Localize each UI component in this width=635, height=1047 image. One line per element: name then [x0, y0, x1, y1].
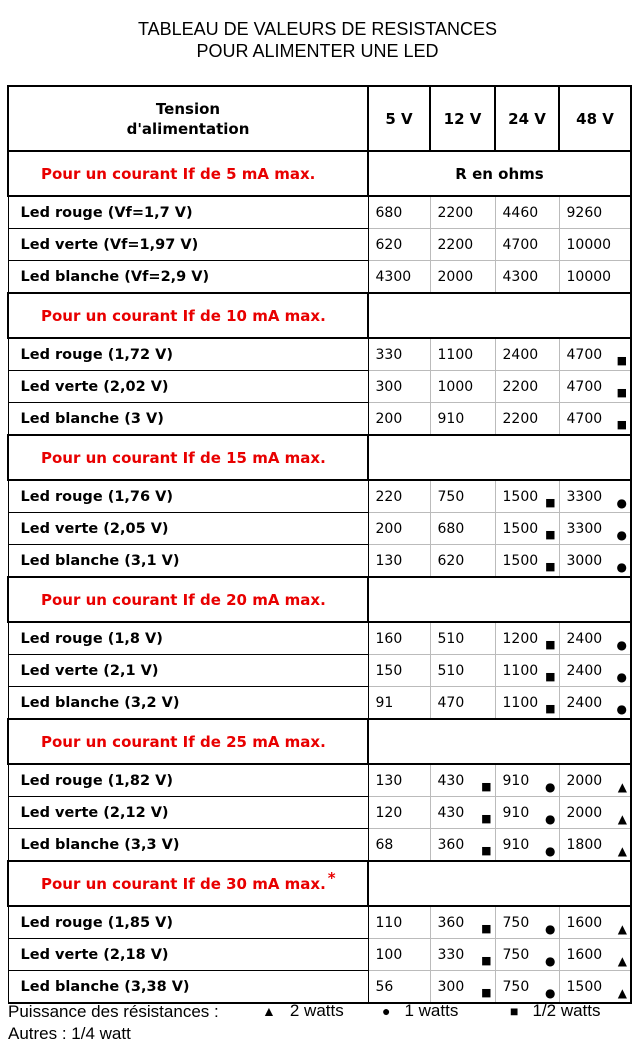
resistance-value-cell: [430, 261, 495, 294]
section-heading-text: Pour un courant If de 15 mA max.: [41, 448, 326, 467]
resistance-value: 2200: [502, 378, 539, 395]
resistance-value: 2400: [566, 630, 603, 647]
resistance-value: 1100: [502, 662, 539, 679]
resistance-value: 1500: [502, 520, 539, 537]
led-label: Led verte (Vf=1,97 V): [8, 229, 368, 261]
table-row: [8, 513, 631, 545]
resistance-value: 1000: [437, 378, 474, 395]
resistance-value-cell: [559, 229, 631, 261]
table-row: [8, 622, 631, 655]
section-heading: [8, 151, 368, 196]
resistance-value: 2400: [566, 694, 603, 711]
square-icon: ■: [545, 670, 556, 683]
resistance-value: 620: [375, 236, 403, 253]
resistance-value-cell: [368, 513, 430, 545]
resistance-value-cell: [368, 229, 430, 261]
page-subtitle: POUR ALIMENTER UNE LED: [196, 41, 439, 61]
section-heading-row: [8, 861, 631, 906]
square-icon: ■: [545, 560, 556, 573]
resistance-value-cell: [495, 545, 559, 578]
resistance-value-cell: [430, 797, 495, 829]
voltage-header-24v: 24 V: [495, 86, 559, 151]
resistance-value: 910: [502, 836, 530, 853]
resistance-value-cell: [368, 764, 430, 797]
circle-icon: ●: [545, 780, 556, 794]
tension-header-line1: Tension: [155, 99, 221, 118]
section-heading: [8, 577, 368, 622]
table-header-row: [8, 86, 631, 151]
led-label: Led verte (2,05 V): [8, 513, 368, 545]
resistance-value: 100: [375, 946, 403, 963]
square-icon: ■: [481, 954, 492, 967]
led-label: Led verte (2,12 V): [8, 797, 368, 829]
footnote-asterisk: *: [327, 868, 336, 887]
resistance-value-cell: [495, 261, 559, 294]
resistance-value: 2400: [566, 662, 603, 679]
resistance-value: 4700: [566, 378, 603, 395]
resistance-value-cell: [495, 687, 559, 720]
resistance-value: 4300: [375, 268, 412, 285]
resistance-value-cell: [430, 687, 495, 720]
triangle-icon: ▲: [617, 954, 627, 968]
resistance-value: 2000: [566, 804, 603, 821]
table-row: [8, 338, 631, 371]
resistance-value-cell: [559, 196, 631, 229]
resistance-value: 750: [502, 946, 530, 963]
resistance-value-cell: [430, 764, 495, 797]
resistance-value-cell: [430, 906, 495, 939]
resistance-value: 4700: [502, 236, 539, 253]
resistance-value: 330: [375, 346, 403, 363]
square-icon: ■: [616, 354, 627, 367]
resistance-value: 910: [502, 772, 530, 789]
square-icon: ■: [616, 386, 627, 399]
led-label: Led rouge (1,76 V): [8, 480, 368, 513]
square-icon: ■: [481, 780, 492, 793]
section-heading-row: [8, 435, 631, 480]
table-row: [8, 687, 631, 720]
circle-icon: ●: [616, 528, 627, 542]
resistance-value-cell: [559, 261, 631, 294]
resistance-value: 4700: [566, 410, 603, 427]
resistance-table: [7, 85, 632, 1004]
square-icon: ■: [545, 496, 556, 509]
resistance-value-cell: [368, 338, 430, 371]
resistance-value: 2200: [502, 410, 539, 427]
resistance-value-cell: [495, 622, 559, 655]
resistance-value: 220: [375, 488, 403, 505]
square-icon: ■: [545, 528, 556, 541]
resistance-value-cell: [430, 371, 495, 403]
resistance-value: 3000: [566, 552, 603, 569]
resistance-value-cell: [430, 971, 495, 1004]
circle-icon: ●: [545, 812, 556, 826]
empty-cell: [368, 435, 631, 480]
resistance-value-cell: [368, 829, 430, 862]
led-label: Led rouge (Vf=1,7 V): [8, 196, 368, 229]
resistance-value-cell: [559, 655, 631, 687]
circle-icon: ●: [545, 922, 556, 936]
led-label: Led blanche (3,38 V): [8, 971, 368, 1004]
resistance-value: 56: [375, 978, 394, 995]
led-label: Led rouge (1,82 V): [8, 764, 368, 797]
table-row: [8, 480, 631, 513]
resistance-value: 680: [437, 520, 465, 537]
triangle-icon: ▲: [617, 812, 627, 826]
legend: [8, 1001, 219, 1045]
resistance-value: 4700: [566, 346, 603, 363]
led-label: Led verte (2,1 V): [8, 655, 368, 687]
resistance-value-cell: [368, 655, 430, 687]
resistance-value-cell: [559, 545, 631, 578]
voltage-header-12v: 12 V: [430, 86, 495, 151]
resistance-value-cell: [368, 622, 430, 655]
resistance-value: 10000: [566, 268, 612, 285]
resistance-value-cell: [368, 371, 430, 403]
resistance-value-cell: [368, 906, 430, 939]
resistance-value-cell: [430, 829, 495, 862]
square-icon: ■: [481, 986, 492, 999]
resistance-value-cell: [495, 655, 559, 687]
circle-icon: ●: [616, 560, 627, 574]
table-row: [8, 545, 631, 578]
table-row: [8, 196, 631, 229]
legend-item-text: 1/2 watts: [532, 1001, 601, 1020]
circle-icon: ●: [545, 954, 556, 968]
resistance-value-cell: [495, 906, 559, 939]
table-row: [8, 764, 631, 797]
resistance-value: 130: [375, 772, 403, 789]
resistance-value: 9260: [566, 204, 603, 221]
led-label: Led rouge (1,72 V): [8, 338, 368, 371]
resistance-value: 160: [375, 630, 403, 647]
resistance-value-cell: [495, 196, 559, 229]
legend-item-2w: [262, 1001, 344, 1021]
resistance-value-cell: [368, 939, 430, 971]
square-icon: ■: [545, 702, 556, 715]
led-label: Led verte (2,02 V): [8, 371, 368, 403]
resistance-value: 2000: [566, 772, 603, 789]
resistance-value: 10000: [566, 236, 612, 253]
section-heading-row: [8, 577, 631, 622]
resistance-value: 150: [375, 662, 403, 679]
section-heading-row: [8, 293, 631, 338]
triangle-icon: ▲: [617, 922, 627, 936]
resistance-value-cell: [559, 939, 631, 971]
square-icon: ■: [481, 812, 492, 825]
resistance-value-cell: [430, 655, 495, 687]
resistance-value: 750: [502, 978, 530, 995]
resistance-value: 1600: [566, 946, 603, 963]
empty-cell: [368, 293, 631, 338]
led-label: Led blanche (3,1 V): [8, 545, 368, 578]
resistance-value-cell: [559, 797, 631, 829]
resistance-value: 910: [502, 804, 530, 821]
section-heading: [8, 861, 368, 906]
resistance-value-cell: [368, 797, 430, 829]
resistance-value-cell: [430, 403, 495, 436]
resistance-value-cell: [430, 513, 495, 545]
resistance-value: 1500: [502, 552, 539, 569]
circle-icon: ●: [545, 844, 556, 858]
tension-header-line2: d'alimentation: [126, 119, 250, 138]
circle-icon: ●: [616, 670, 627, 684]
resistance-value-cell: [495, 403, 559, 436]
resistance-value-cell: [559, 764, 631, 797]
resistance-value: 470: [437, 694, 465, 711]
resistance-value: 2200: [437, 204, 474, 221]
tension-header: [8, 86, 368, 151]
resistance-value: 110: [375, 914, 403, 931]
square-icon: ■: [545, 638, 556, 651]
square-icon: ■: [616, 418, 627, 431]
resistance-value-cell: [559, 480, 631, 513]
led-label: Led blanche (Vf=2,9 V): [8, 261, 368, 294]
resistance-value-cell: [495, 229, 559, 261]
resistance-value: 330: [437, 946, 465, 963]
square-icon: ■: [481, 922, 492, 935]
resistance-value-cell: [368, 196, 430, 229]
resistance-value: 910: [437, 410, 465, 427]
section-heading-text: Pour un courant If de 25 mA max.: [41, 732, 326, 751]
resistance-value-cell: [495, 764, 559, 797]
resistance-value: 750: [437, 488, 465, 505]
resistance-value: 1200: [502, 630, 539, 647]
resistance-value: 1600: [566, 914, 603, 931]
table-row: [8, 403, 631, 436]
section-heading-text: Pour un courant If de 5 mA max.: [41, 164, 316, 183]
legend-item-1w: [382, 1001, 458, 1021]
resistance-value: 120: [375, 804, 403, 821]
legend-label: Puissance des résistances :: [8, 1002, 219, 1021]
section-heading: [8, 719, 368, 764]
resistance-value: 1100: [502, 694, 539, 711]
section-heading: [8, 293, 368, 338]
resistance-value: 620: [437, 552, 465, 569]
resistance-value: 680: [375, 204, 403, 221]
resistance-value-cell: [559, 338, 631, 371]
triangle-icon: ▲: [617, 780, 627, 794]
triangle-icon: ▲: [262, 1003, 276, 1019]
resistance-value-cell: [495, 797, 559, 829]
section-heading-text: Pour un courant If de 30 mA max.: [41, 874, 326, 893]
table-row: [8, 655, 631, 687]
square-icon: ■: [510, 1003, 519, 1019]
page-title: TABLEAU DE VALEURS DE RESISTANCES: [137, 19, 498, 39]
resistance-value-cell: [495, 480, 559, 513]
led-label: Led rouge (1,8 V): [8, 622, 368, 655]
led-label: Led blanche (3,3 V): [8, 829, 368, 862]
resistance-value: 430: [437, 804, 465, 821]
square-icon: ■: [481, 844, 492, 857]
resistance-value: 430: [437, 772, 465, 789]
table-row: [8, 939, 631, 971]
resistance-value: 200: [375, 520, 403, 537]
resistance-value: 1500: [502, 488, 539, 505]
resistance-value-cell: [368, 480, 430, 513]
resistance-value: 4300: [502, 268, 539, 285]
resistance-value-cell: [368, 403, 430, 436]
resistance-value-cell: [430, 545, 495, 578]
table-row: [8, 829, 631, 862]
resistance-value-cell: [559, 371, 631, 403]
resistance-value: 300: [437, 978, 465, 995]
circle-icon: ●: [382, 1003, 391, 1019]
section-heading-text: Pour un courant If de 10 mA max.: [41, 306, 326, 325]
legend-others: Autres : 1/4 watt: [8, 1024, 131, 1043]
resistance-value-cell: [430, 622, 495, 655]
legend-item-text: 1 watts: [404, 1001, 459, 1020]
circle-icon: ●: [616, 702, 627, 716]
resistance-value: 360: [437, 914, 465, 931]
resistance-value: 91: [375, 694, 394, 711]
triangle-icon: ▲: [617, 986, 627, 1000]
resistance-value-cell: [368, 971, 430, 1004]
resistance-value-cell: [559, 829, 631, 862]
voltage-header-5v: 5 V: [368, 86, 430, 151]
section-heading-row: [8, 151, 631, 196]
resistance-value-cell: [368, 687, 430, 720]
resistance-value-cell: [495, 939, 559, 971]
resistance-value-cell: [495, 971, 559, 1004]
resistance-value: 750: [502, 914, 530, 931]
resistance-value-cell: [495, 513, 559, 545]
resistance-value: 200: [375, 410, 403, 427]
led-label: Led blanche (3,2 V): [8, 687, 368, 720]
section-heading-text: Pour un courant If de 20 mA max.: [41, 590, 326, 609]
empty-cell: [368, 577, 631, 622]
resistance-value: 360: [437, 836, 465, 853]
legend-item-half-w: [510, 1001, 601, 1021]
empty-cell: [368, 861, 631, 906]
resistance-value-cell: [368, 545, 430, 578]
table-row: [8, 371, 631, 403]
resistance-value-cell: [559, 403, 631, 436]
unit-label: R en ohms: [368, 151, 631, 196]
resistance-value-cell: [559, 513, 631, 545]
resistance-value-cell: [559, 906, 631, 939]
triangle-icon: ▲: [617, 844, 627, 858]
resistance-value: 1100: [437, 346, 474, 363]
resistance-value: 130: [375, 552, 403, 569]
resistance-value: 300: [375, 378, 403, 395]
resistance-value-cell: [495, 371, 559, 403]
resistance-value-cell: [495, 829, 559, 862]
resistance-value-cell: [430, 480, 495, 513]
resistance-value: 510: [437, 662, 465, 679]
table-row: [8, 797, 631, 829]
resistance-value-cell: [559, 971, 631, 1004]
circle-icon: ●: [616, 496, 627, 510]
resistance-value: 68: [375, 836, 394, 853]
resistance-value: 4460: [502, 204, 539, 221]
resistance-value-cell: [495, 338, 559, 371]
table-row: [8, 971, 631, 1004]
resistance-value: 2000: [437, 268, 474, 285]
empty-cell: [368, 719, 631, 764]
resistance-value: 1800: [566, 836, 603, 853]
table-row: [8, 229, 631, 261]
legend-item-text: 2 watts: [289, 1001, 344, 1020]
table-row: [8, 261, 631, 294]
led-label: Led verte (2,18 V): [8, 939, 368, 971]
section-heading-row: [8, 719, 631, 764]
resistance-value: 3300: [566, 520, 603, 537]
resistance-value-cell: [430, 939, 495, 971]
resistance-value-cell: [430, 229, 495, 261]
table-row: [8, 906, 631, 939]
resistance-value-cell: [430, 338, 495, 371]
circle-icon: ●: [616, 638, 627, 652]
resistance-value-cell: [559, 687, 631, 720]
section-heading: [8, 435, 368, 480]
resistance-value-cell: [368, 261, 430, 294]
resistance-value-cell: [559, 622, 631, 655]
led-label: Led rouge (1,85 V): [8, 906, 368, 939]
resistance-value: 3300: [566, 488, 603, 505]
resistance-value: 1500: [566, 978, 603, 995]
led-label: Led blanche (3 V): [8, 403, 368, 436]
voltage-header-48v: 48 V: [559, 86, 631, 151]
resistance-value-cell: [430, 196, 495, 229]
circle-icon: ●: [545, 986, 556, 1000]
resistance-value: 510: [437, 630, 465, 647]
resistance-value: 2400: [502, 346, 539, 363]
resistance-value: 2200: [437, 236, 474, 253]
